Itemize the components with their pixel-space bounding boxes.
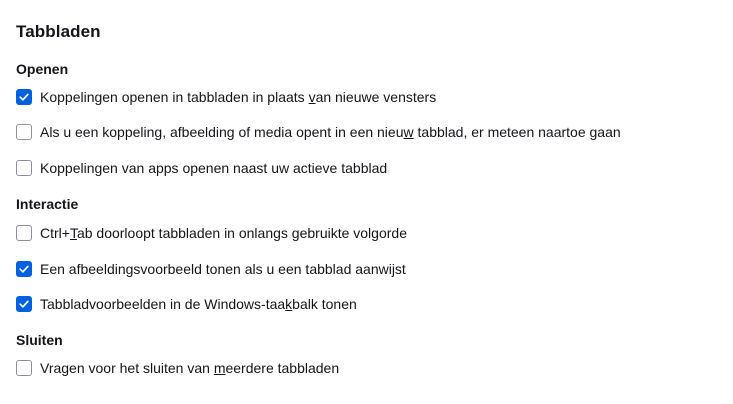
group-title-interaction: Interactie [16, 196, 79, 212]
group-title-close: Sluiten [16, 332, 63, 348]
checkmark-icon [18, 263, 30, 275]
group-title-open: Openen [16, 61, 69, 77]
tab-hover-preview-option[interactable] [16, 258, 406, 280]
open-app-links-next-to-active-checkbox[interactable] [16, 160, 32, 176]
open-app-links-next-to-active-option[interactable] [16, 157, 387, 179]
warn-close-multiple-tabs-option[interactable] [16, 357, 339, 379]
open-app-links-next-to-active-label: Koppelingen van apps openen naast uw actieve tabblad [40, 160, 388, 176]
taskbar-tab-previews-label: Tabbladvoorbeelden in de Windows-taakbalk tonen [40, 296, 357, 312]
switch-to-new-tab-label: Als u een koppeling, afbeelding of media opent in een nieuw tabblad, er meteen naartoe gaan [40, 124, 621, 140]
open-links-in-tabs-checkbox[interactable] [16, 89, 32, 105]
ctrl-tab-recent-order-option[interactable] [16, 222, 407, 244]
switch-to-new-tab-option[interactable] [16, 121, 621, 143]
tab-hover-preview-checkbox[interactable] [16, 261, 32, 277]
tab-hover-preview-label: Een afbeeldingsvoorbeeld tonen als u een tabblad aanwijst [40, 261, 406, 277]
ctrl-tab-recent-order-label: Ctrl+Tab doorloopt tabbladen in onlangs gebruikte volgorde [40, 225, 407, 241]
warn-close-multiple-tabs-checkbox[interactable] [16, 360, 32, 376]
ctrl-tab-recent-order-checkbox[interactable] [16, 225, 32, 241]
checkmark-icon [18, 298, 30, 310]
open-links-in-tabs-option[interactable] [16, 86, 436, 108]
taskbar-tab-previews-option[interactable] [16, 293, 357, 315]
warn-close-multiple-tabs-label: Vragen voor het sluiten van meerdere tabbladen [40, 360, 340, 376]
open-links-in-tabs-label: Koppelingen openen in tabbladen in plaats van nieuwe vensters [40, 89, 437, 105]
taskbar-tab-previews-checkbox[interactable] [16, 296, 32, 312]
switch-to-new-tab-checkbox[interactable] [16, 124, 32, 140]
page-title: Tabbladen [16, 22, 101, 41]
checkmark-icon [18, 91, 30, 103]
